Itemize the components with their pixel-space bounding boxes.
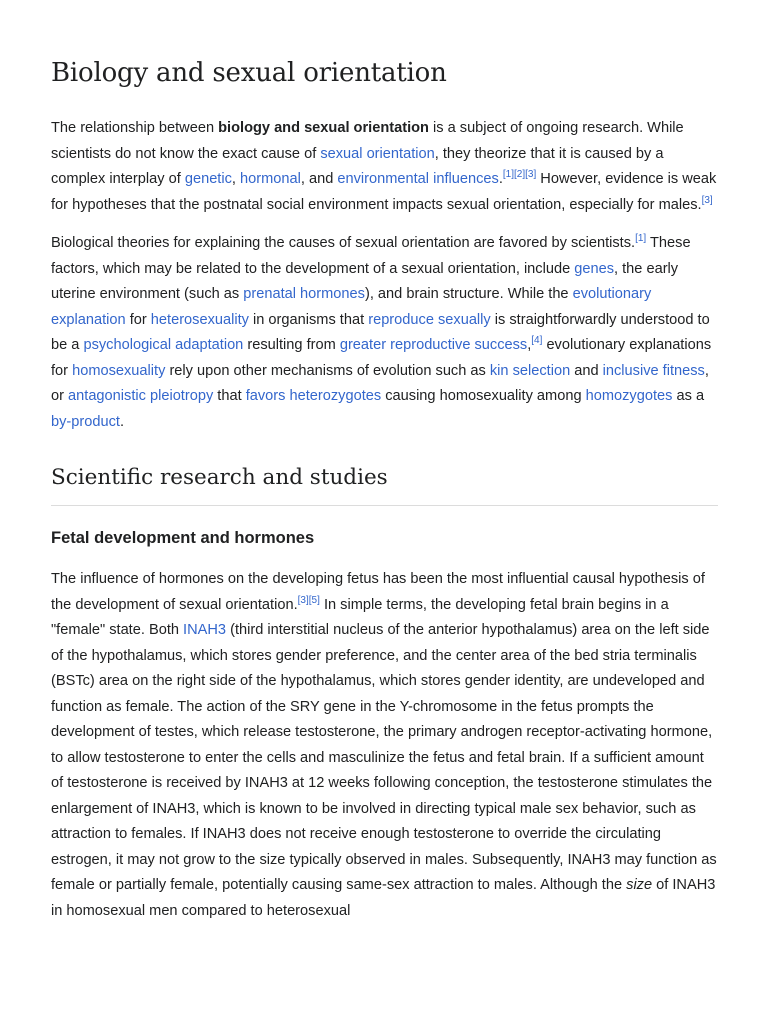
text: rely upon other mechanisms of evolution such as <box>165 362 490 379</box>
text: , the early uterine environment (such as <box>51 260 679 302</box>
text: In simple terms, the developing fetal brain begins in a "female" state. Both <box>51 596 669 638</box>
text: , <box>527 337 532 353</box>
link-hormonal[interactable]: hormonal <box>240 171 301 187</box>
link-homosexuality[interactable]: homosexuality <box>72 362 166 379</box>
reference-link[interactable]: [3] <box>701 194 713 206</box>
text: that <box>213 388 246 404</box>
reference-link[interactable]: [3] <box>525 169 537 181</box>
intro-paragraph-2 <box>51 231 718 435</box>
link-sexual-orientation[interactable]: sexual orientation <box>320 145 435 162</box>
link-inclusive-fitness[interactable]: inclusive fitness <box>602 362 705 379</box>
text: (third interstitial nucleus of the anterior hypothalamus) area on the left side of the hypothalamus, which stores gender preference, and the center area of the bed stria terminalis (BSTc) area on the right side of the hypothalamus, which stores gender identity, are undeveloped and function as female. The action of the SRY gene in the Y-chromosome in the fetus prompts the development of testes, which release testosterone, the primary androgen receptor-activating hormone, to allow testosterone to enter the cells and masculinize the fetus and fetal brain. If a sufficient amount of testosterone is received by INAH3 at 12 weeks following conception, the testosterone stimulates the enlargement of INAH3, which is known to be involved in directing typical male sex behavior, such as attraction to females. If INAH3 does not receive enough testosterone to override the circulating estrogen, it may not grow to the size typically observed in males. Subsequently, INAH3 may function as female or partially female, potentially causing same-sex attraction to males. Although the <box>51 622 717 893</box>
text: The relationship between <box>51 120 219 136</box>
link-evolutionary-explanation[interactable]: evolutionary explanation <box>51 286 652 328</box>
text: The influence of hormones on the developing fetus has been the most influential causal hypothesis of the development of sexual orientation. <box>51 571 705 613</box>
link-homozygotes[interactable]: homozygotes <box>585 388 673 404</box>
link-genes[interactable]: genes <box>574 260 615 277</box>
link-reproduce-sexually[interactable]: reproduce sexually <box>368 311 491 328</box>
text: , or <box>51 362 709 404</box>
reference-link[interactable]: [5] <box>308 594 320 606</box>
link-kin-selection[interactable]: kin selection <box>489 362 571 379</box>
reference-link[interactable]: [2] <box>514 169 526 181</box>
text: . <box>119 413 125 430</box>
intro-paragraph-1 <box>51 116 718 218</box>
text: . <box>498 171 503 187</box>
text: evolutionary explanations for <box>51 337 712 379</box>
emphasis-text: size <box>626 877 653 893</box>
link-by-product[interactable]: by-product <box>51 413 120 430</box>
subsection-heading: Fetal development and hormones <box>51 529 315 547</box>
link-environmental-influences[interactable]: environmental influences <box>337 171 499 187</box>
text: , and <box>300 171 338 187</box>
link-antagonistic-pleiotropy[interactable]: antagonistic pleiotropy <box>68 388 214 404</box>
text: and <box>570 362 603 379</box>
link-prenatal-hormones[interactable]: prenatal hormones <box>243 286 365 302</box>
text: is straightforwardly understood to be a <box>51 311 710 353</box>
bold-term: biology and sexual orientation <box>218 120 429 136</box>
text: , <box>231 171 241 187</box>
text: Biological theories for explaining the causes of sexual orientation are favored by scientists. <box>51 235 636 251</box>
text: , they theorize that it is caused by a complex interplay of <box>51 145 664 187</box>
reference-link[interactable]: [4] <box>531 335 543 347</box>
link-psychological-adaptation[interactable]: psychological adaptation <box>83 337 244 353</box>
text: as a <box>672 388 705 404</box>
section-paragraph-1 <box>51 567 718 924</box>
text: ), and brain structure. While the <box>364 286 573 302</box>
link-favors-heterozygotes[interactable]: favors heterozygotes <box>245 388 382 404</box>
reference-link[interactable]: [1] <box>635 233 647 245</box>
text: for <box>125 311 151 328</box>
text: These factors, which may be related to the development of a sexual orientation, include <box>51 235 691 277</box>
reference-link[interactable]: [1] <box>502 169 514 181</box>
text: causing homosexuality among <box>381 388 586 404</box>
link-heterosexuality[interactable]: heterosexuality <box>150 311 249 328</box>
text: of INAH3 in homosexual men compared to heterosexual <box>51 877 716 919</box>
text: in organisms that <box>248 311 369 328</box>
link-inah3[interactable]: INAH3 <box>183 622 227 638</box>
link-genetic[interactable]: genetic <box>184 171 232 187</box>
section-heading: Scientific research and studies <box>51 463 718 506</box>
text: resulting from <box>243 337 340 353</box>
reference-link[interactable]: [3] <box>297 594 309 606</box>
page-title: Biology and sexual orientation <box>51 58 447 88</box>
text: is a subject of ongoing research. While scientists do not know the exact cause of <box>51 120 684 162</box>
link-greater-reproductive-success[interactable]: greater reproductive success <box>339 337 528 353</box>
text: However, evidence is weak for hypotheses that the postnatal social environment impacts sexual orientation, especially for males. <box>51 171 717 213</box>
